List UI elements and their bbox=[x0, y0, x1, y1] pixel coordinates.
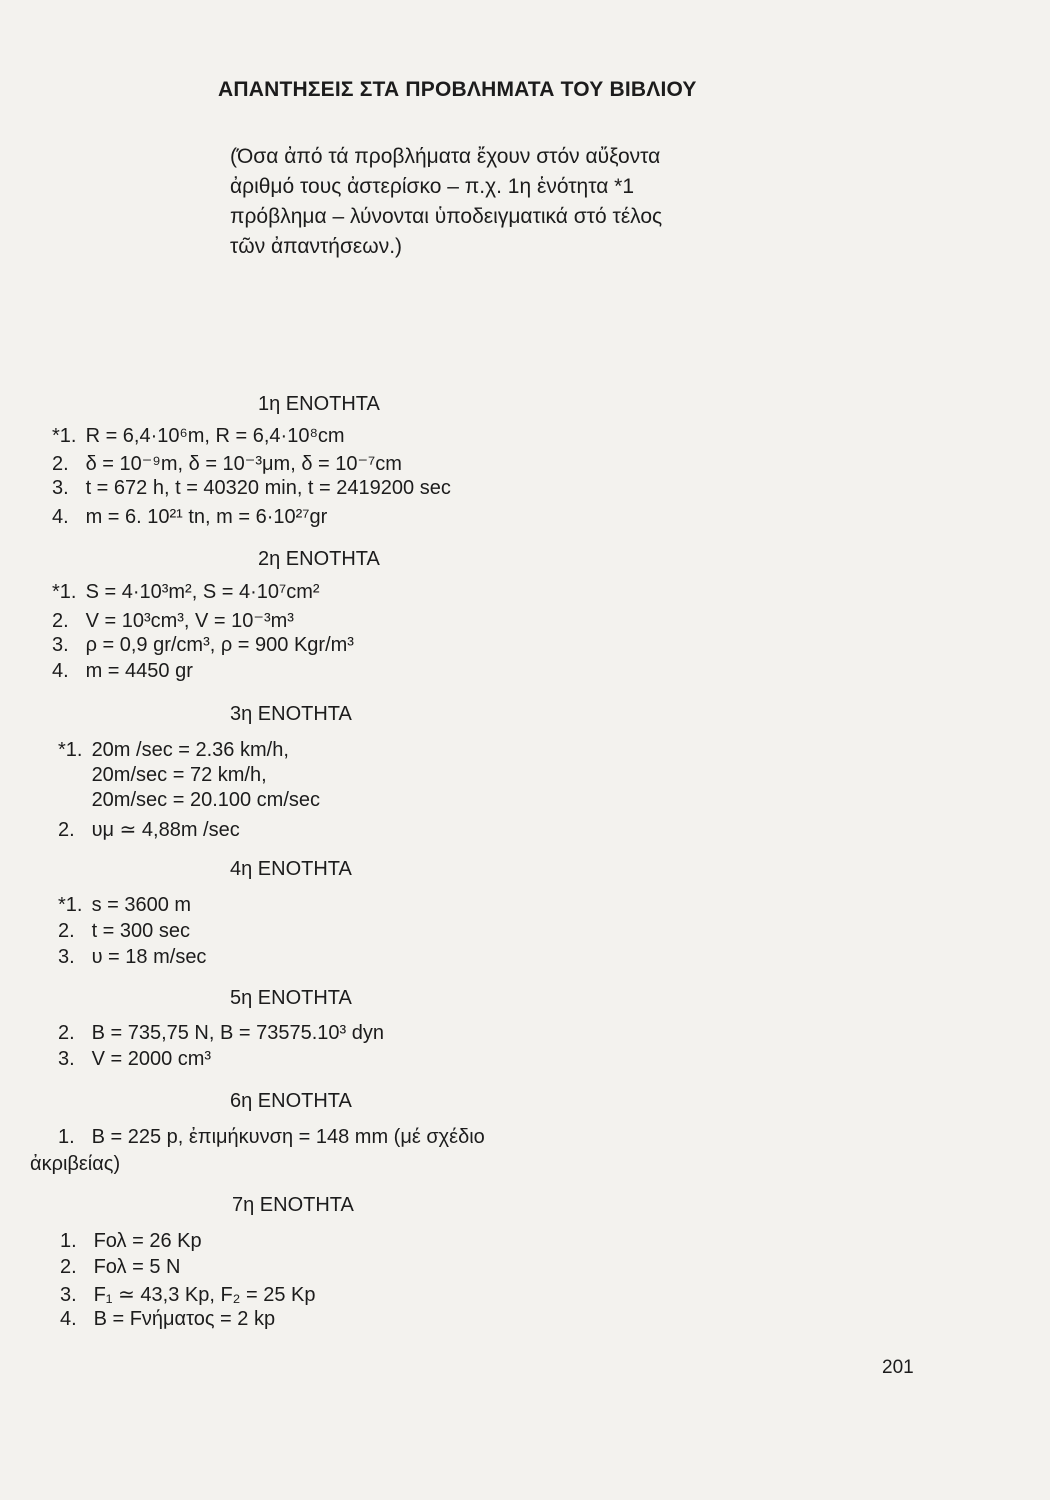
answer-text: V = 2000 cm³ bbox=[91, 1048, 212, 1070]
answer-number: *1. bbox=[52, 425, 77, 447]
answer-text: V = 10³cm³, V = 10⁻³m³ bbox=[85, 610, 294, 632]
answer-item bbox=[52, 660, 193, 683]
answer-text: m = 4450 gr bbox=[85, 660, 193, 682]
intro-line: πρόβλημα – λύνονται ὑποδειγματικά στό τέλος bbox=[230, 205, 663, 228]
section-heading-1: 1η ΕΝΟΤΗΤΑ bbox=[258, 393, 380, 415]
answer-text: Fολ = 5 N bbox=[93, 1256, 181, 1278]
answer-text: 20m /sec = 2.36 km/h, bbox=[91, 739, 289, 761]
section-heading-3: 3η ΕΝΟΤΗΤΑ bbox=[230, 703, 352, 725]
answer-number: 2. bbox=[60, 1256, 77, 1278]
answer-item bbox=[58, 764, 267, 787]
answer-item bbox=[60, 1282, 316, 1307]
answer-item bbox=[52, 506, 327, 529]
page-title: ΑΠΑΝΤΗΣΕΙΣ ΣΤΑ ΠΡΟΒΛΗΜΑΤΑ ΤΟΥ ΒΙΒΛΙΟΥ bbox=[218, 78, 697, 101]
answer-text: υμ ≃ 4,88m /sec bbox=[91, 819, 240, 841]
answer-number: 2. bbox=[58, 1022, 75, 1044]
page-number: 201 bbox=[882, 1357, 914, 1378]
answer-number: 1. bbox=[58, 1126, 75, 1148]
answer-number: *1. bbox=[58, 739, 83, 761]
answer-number: *1. bbox=[58, 894, 83, 916]
answer-item bbox=[60, 1256, 180, 1279]
answer-number: 3. bbox=[52, 634, 69, 656]
answer-text: B = 735,75 N, B = 73575.10³ dyn bbox=[91, 1022, 384, 1044]
answer-text: 20m/sec = 72 km/h, bbox=[91, 764, 267, 786]
answer-text: υ = 18 m/sec bbox=[91, 946, 207, 968]
answer-number: 3. bbox=[58, 1048, 75, 1070]
intro-line: ἀριθμό τους ἀστερίσκο – π.χ. 1η ἑνότητα *1 bbox=[230, 175, 635, 198]
answer-text: t = 300 sec bbox=[91, 920, 190, 942]
section-heading-7: 7η ΕΝΟΤΗΤΑ bbox=[232, 1194, 354, 1216]
answer-number: 3. bbox=[60, 1284, 77, 1306]
answer-text: S = 4·10³m², S = 4·10⁷cm² bbox=[85, 581, 320, 603]
answer-text: ἀκριβείας) bbox=[30, 1153, 121, 1175]
answer-text: B = 225 p, ἐπιμήκυνση = 148 mm (μέ σχέδιο bbox=[91, 1126, 485, 1148]
answer-text: s = 3600 m bbox=[91, 894, 192, 916]
answer-number: 3. bbox=[58, 946, 75, 968]
answer-item bbox=[52, 451, 402, 476]
section-heading-4: 4η ΕΝΟΤΗΤΑ bbox=[230, 858, 352, 880]
answer-item bbox=[58, 817, 240, 842]
answer-text: B = Fνήματος = 2 kp bbox=[93, 1308, 276, 1330]
answer-number: 1. bbox=[60, 1230, 77, 1252]
answer-number: 2. bbox=[58, 920, 75, 942]
answer-text: ρ = 0,9 gr/cm³, ρ = 900 Kgr/m³ bbox=[85, 634, 354, 656]
answer-number: 4. bbox=[60, 1308, 77, 1330]
answer-number: 2. bbox=[58, 819, 75, 841]
answer-text: t = 672 h, t = 40320 min, t = 2419200 sec bbox=[85, 477, 451, 499]
intro-line: τῶν ἀπαντήσεων.) bbox=[230, 235, 403, 258]
answer-item bbox=[60, 1230, 202, 1253]
answer-number: 2. bbox=[52, 610, 69, 632]
answer-item bbox=[52, 581, 320, 604]
answer-text: δ = 10⁻⁹m, δ = 10⁻³μm, δ = 10⁻⁷cm bbox=[85, 453, 402, 475]
section-heading-6: 6η ΕΝΟΤΗΤΑ bbox=[230, 1090, 352, 1112]
answer-item bbox=[52, 425, 345, 448]
answer-item bbox=[58, 1126, 485, 1149]
answer-item bbox=[58, 739, 289, 762]
answer-number: *1. bbox=[52, 581, 77, 603]
answer-text: m = 6. 10²¹ tn, m = 6·10²⁷gr bbox=[85, 506, 328, 528]
answer-item bbox=[30, 1153, 120, 1176]
answer-number: 4. bbox=[52, 660, 69, 682]
answer-text: R = 6,4·10⁶m, R = 6,4·10⁸cm bbox=[85, 425, 345, 447]
answer-text: F₁ ≃ 43,3 Kp, F₂ = 25 Kp bbox=[93, 1284, 316, 1306]
answer-text: 20m/sec = 20.100 cm/sec bbox=[91, 789, 321, 811]
answer-item bbox=[52, 634, 354, 657]
section-heading-5: 5η ΕΝΟΤΗΤΑ bbox=[230, 987, 352, 1009]
answer-number: 3. bbox=[52, 477, 69, 499]
answer-number: 2. bbox=[52, 453, 69, 475]
intro-line: (Όσα ἀπό τά προβλήματα ἔχουν στόν αὔξοντα bbox=[230, 145, 661, 168]
answer-item bbox=[58, 946, 206, 969]
section-heading-2: 2η ΕΝΟΤΗΤΑ bbox=[258, 548, 380, 570]
answer-item bbox=[58, 789, 320, 812]
answer-item bbox=[52, 477, 451, 500]
answer-item bbox=[52, 608, 294, 633]
answer-item bbox=[58, 920, 190, 943]
answer-item bbox=[58, 1022, 384, 1045]
answer-number: 4. bbox=[52, 506, 69, 528]
answer-item bbox=[60, 1308, 275, 1331]
answer-item bbox=[58, 894, 191, 917]
intro-note bbox=[230, 142, 750, 262]
answer-text: Fολ = 26 Kp bbox=[93, 1230, 202, 1252]
answer-item bbox=[58, 1048, 211, 1071]
